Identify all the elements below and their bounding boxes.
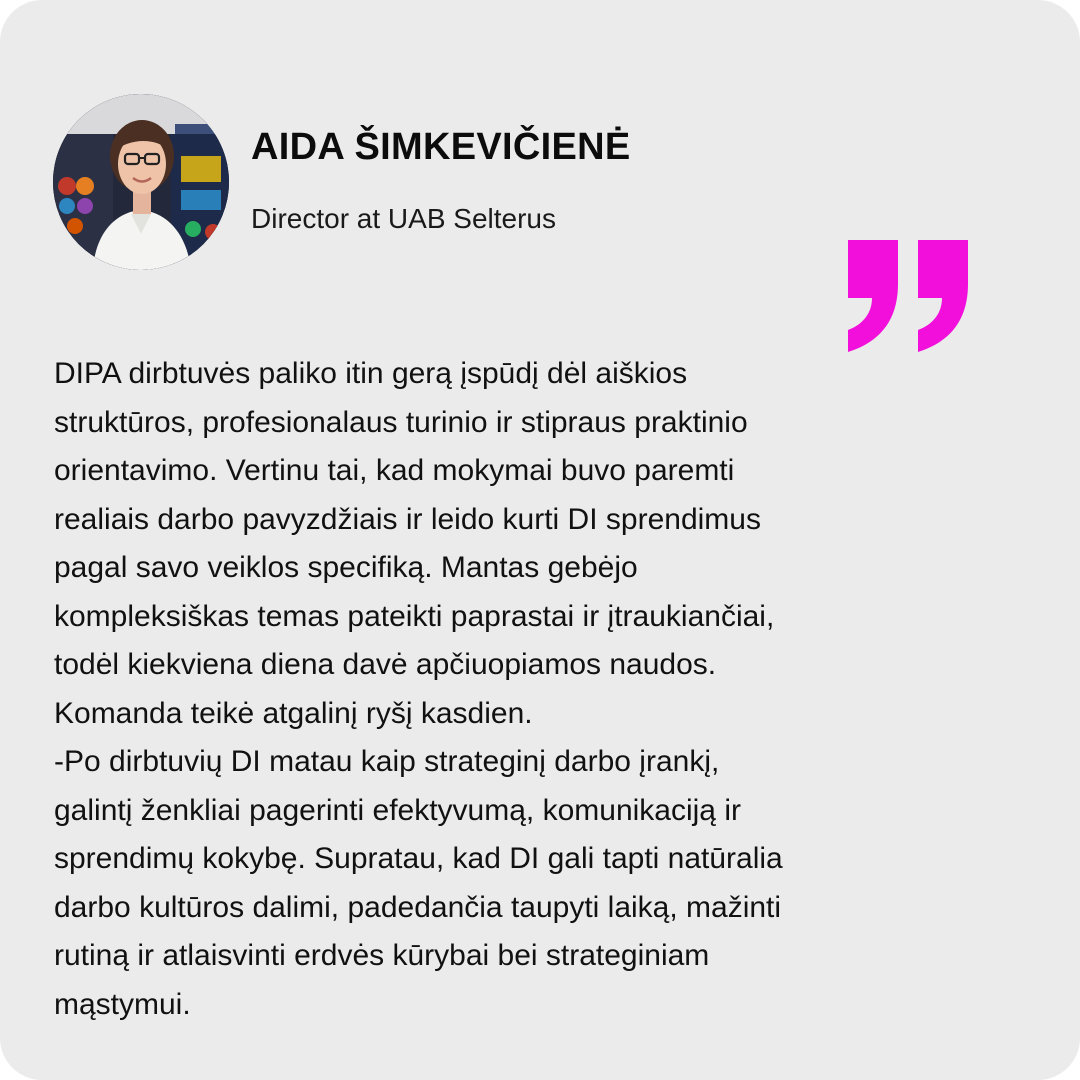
- avatar: [53, 94, 229, 270]
- testimonial-quote: [54, 350, 1014, 1029]
- person-role: Director at UAB Selterus: [251, 203, 556, 234]
- closing-quote-icon: [840, 240, 974, 354]
- quote-paragraph: -Po dirbtuvių DI matau kaip strateginį darbo įrankį, galintį ženkliai pagerinti efektyvumą, komunikaciją ir sprendimų kokybę. Supratau, kad DI gali tapti natūralia darbo kultūros dalimi, padedančia taupyti laiką, mažinti rutiną ir atlaisvinti erdvės kūrybai bei strateginiam mąstymui.: [54, 745, 783, 1021]
- person-name: AIDA ŠIMKEVIČIENĖ: [251, 126, 631, 168]
- quote-paragraph: DIPA dirbtuvės paliko itin gerą įspūdį dėl aiškios struktūros, profesionalaus turinio ir stipraus praktinio orientavimo. Vertinu tai, kad mokymai buvo paremti realiais darbo pavyzdžiais ir leido kurti DI sprendimus pagal savo veiklos specifiką. Mantas gebėjo kompleksiškas temas pateikti paprastai ir įtraukiančiai, todėl kiekviena diena davė apčiuopiamos naudos. Komanda teikė atgalinį ryšį kasdien.: [54, 357, 775, 730]
- portrait-photo: [53, 94, 229, 270]
